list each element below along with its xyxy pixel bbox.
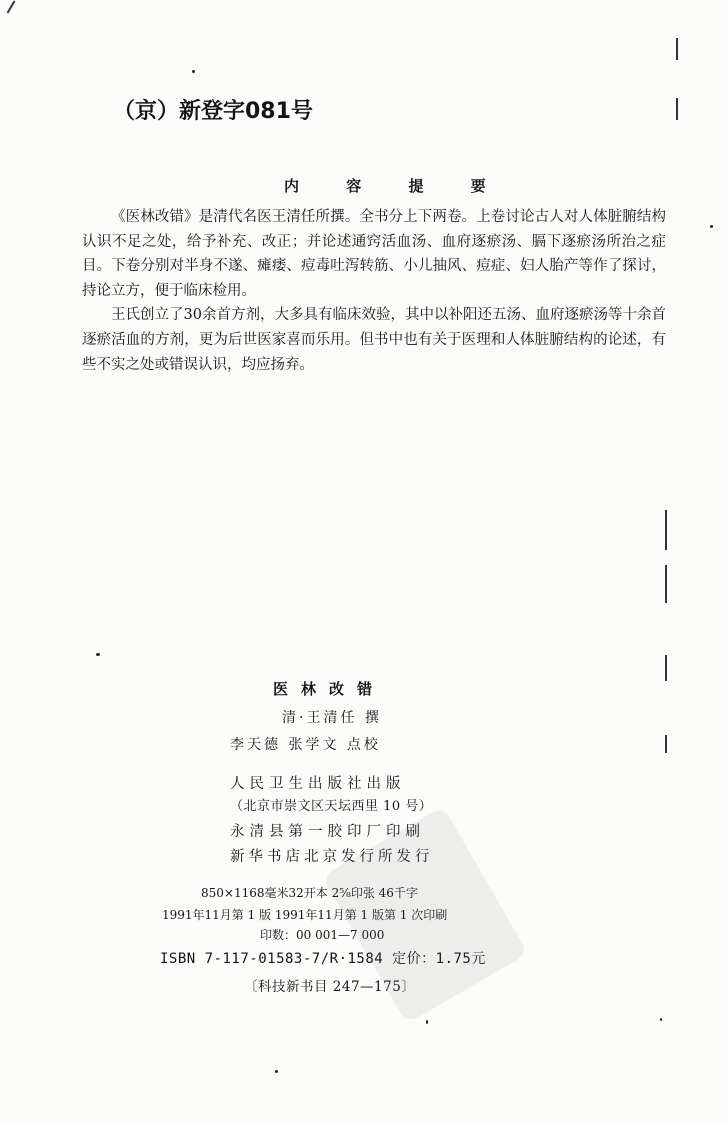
scan-edge-mark [665,565,667,603]
scan-speck [710,225,713,228]
scan-edge-mark [665,735,667,753]
distributor-line: 新华书店北京发行所发行 [230,849,434,865]
scan-speck [96,653,100,656]
scan-edge-mark [665,510,667,550]
summary-body [82,205,666,377]
scan-speck [660,1018,662,1021]
scan-edge-mark [676,38,678,60]
publisher-line: 人民卫生出版社出版 [230,776,406,792]
summary-heading: 内 容 提 要 [284,177,507,195]
edition-line: 1991年11月第 1 版 1991年11月第 1 版第 1 次印刷 [162,908,448,922]
scan-speck [192,70,195,73]
scan-edge-mark [665,655,667,681]
book-title: 医林改错 [273,680,386,698]
summary-paragraph: 《医林改错》是清代名医王清任所撰。全书分上下两卷。上卷讨论古人对人体脏腑结构认识不足之处，给予补充、改正；并论述通窍活血汤、血府逐瘀汤、膈下逐瘀汤所治之症目。下卷分别对半身不遂、瘫痿、痘毒吐泻转筋、小儿抽风、痘症、妇人胎产等作了探讨，持论立方，便于临床检用。 [82,209,666,299]
catalog-number: 〔科技新书目 247—175〕 [244,979,416,995]
publisher-address: （北京市崇文区天坛西里 10 号） [230,799,433,814]
printer-line: 永清县第一胶印厂印刷 [230,824,425,840]
scan-edge-mark [7,0,16,13]
print-run: 印数：00 001—7 000 [260,928,385,942]
registration-number: （京）新登字081号 [113,99,313,124]
isbn-price-line: ISBN 7-117-01583-7/R·1584 定价：1.75元 [160,951,486,967]
scan-speck [275,1070,278,1073]
format-spec: 850×1168毫米32开本 2⅝印张 46千字 [201,886,418,900]
summary-paragraph: 王氏创立了30余首方剂，大多具有临床效验，其中以补阳还五汤、血府逐瘀汤等十余首逐瘀活血的方剂，更为后世医家喜而乐用。但书中也有关于医理和人体脏腑结构的论述，有些不实之处或错误认识，均应扬弃。 [82,307,666,373]
editors-line: 李天德 张学文 点校 [230,737,381,753]
scan-speck [426,1020,428,1024]
author-line: 清·王清任 撰 [282,710,382,726]
scan-edge-mark [676,98,678,120]
